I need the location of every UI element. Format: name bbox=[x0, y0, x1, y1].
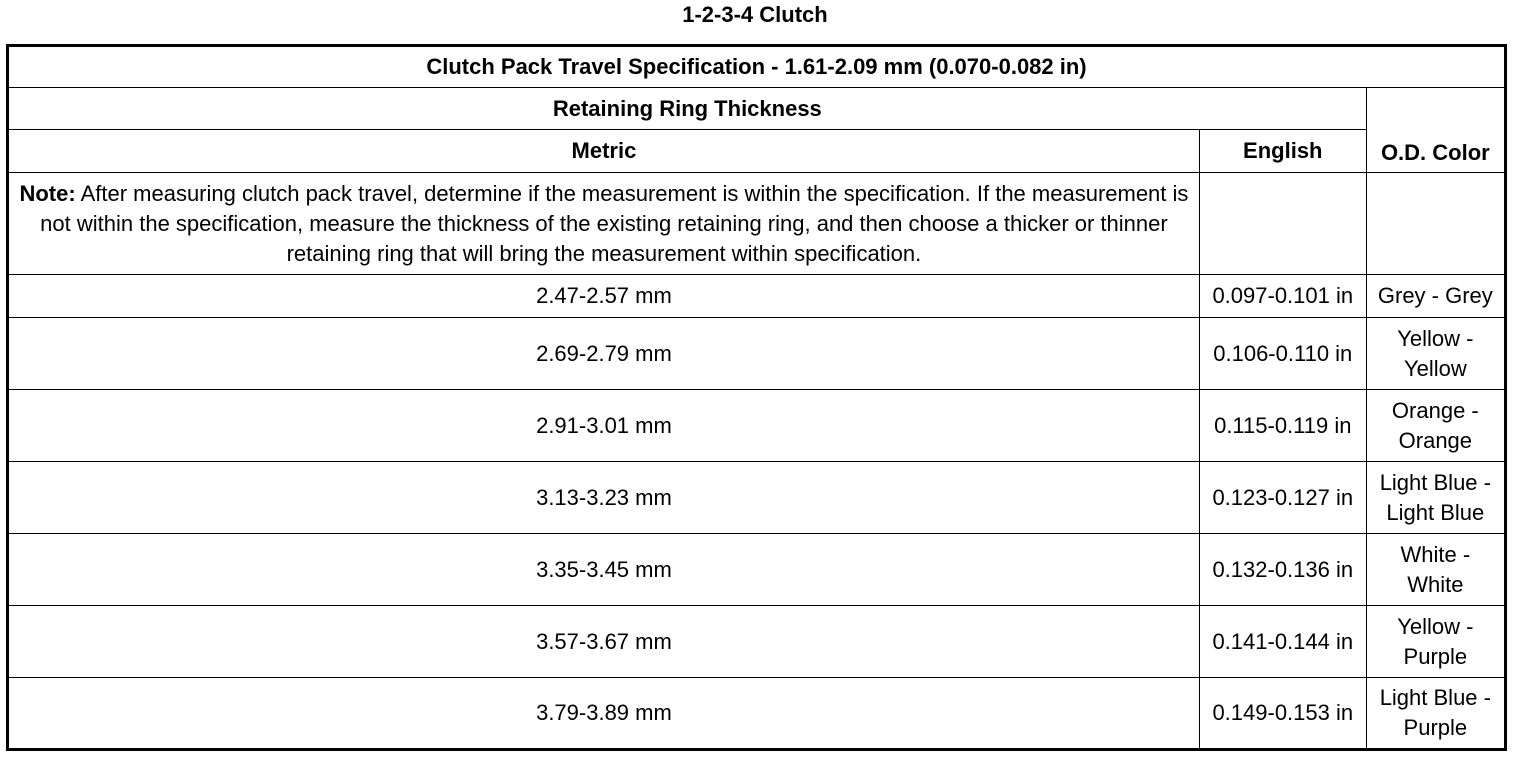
english-cell: 0.106-0.110 in bbox=[1199, 318, 1366, 390]
english-header: English bbox=[1199, 130, 1366, 173]
english-cell: 0.132-0.136 in bbox=[1199, 534, 1366, 606]
table-row bbox=[8, 534, 1506, 606]
metric-cell: 2.91-3.01 mm bbox=[8, 390, 1200, 462]
note-row bbox=[8, 173, 1506, 275]
note-english-empty bbox=[1199, 173, 1366, 275]
metric-cell: 2.47-2.57 mm bbox=[8, 275, 1200, 318]
color-cell: Light Blue - Purple bbox=[1366, 678, 1505, 750]
metric-cell: 3.35-3.45 mm bbox=[8, 534, 1200, 606]
group-header-row bbox=[8, 88, 1506, 130]
color-cell: Grey - Grey bbox=[1366, 275, 1505, 318]
metric-cell: 3.13-3.23 mm bbox=[8, 462, 1200, 534]
color-cell: Orange - Orange bbox=[1366, 390, 1505, 462]
english-cell: 0.123-0.127 in bbox=[1199, 462, 1366, 534]
table-row bbox=[8, 390, 1506, 462]
table-row bbox=[8, 462, 1506, 534]
table-row bbox=[8, 678, 1506, 750]
table-row bbox=[8, 318, 1506, 390]
color-cell: White - White bbox=[1366, 534, 1505, 606]
metric-cell: 2.69-2.79 mm bbox=[8, 318, 1200, 390]
document-title: 1-2-3-4 Clutch bbox=[682, 2, 828, 27]
note-label: Note: bbox=[19, 180, 76, 206]
retaining-ring-spec-table bbox=[6, 44, 1507, 751]
spec-header-row bbox=[8, 46, 1506, 88]
table-row bbox=[8, 275, 1506, 318]
english-cell: 0.149-0.153 in bbox=[1199, 678, 1366, 750]
color-cell: Yellow - Yellow bbox=[1366, 318, 1505, 390]
note-cell bbox=[8, 173, 1200, 275]
english-cell: 0.115-0.119 in bbox=[1199, 390, 1366, 462]
retaining-ring-thickness-header: Retaining Ring Thickness bbox=[8, 88, 1367, 130]
note-text: After measuring clutch pack travel, determine if the measurement is within the specification. If the measurement is not within the specification, measure the thickness of the existing retaining ring, and then choose a thicker or thinner retaining ring that will bring the measurement within specification. bbox=[40, 180, 1189, 266]
clutch-pack-travel-spec-header: Clutch Pack Travel Specification - 1.61-2.09 mm (0.070-0.082 in) bbox=[8, 46, 1506, 88]
english-cell: 0.097-0.101 in bbox=[1199, 275, 1366, 318]
english-cell: 0.141-0.144 in bbox=[1199, 606, 1366, 678]
metric-cell: 3.79-3.89 mm bbox=[8, 678, 1200, 750]
units-header-row bbox=[8, 130, 1506, 173]
color-cell: Yellow - Purple bbox=[1366, 606, 1505, 678]
table-row bbox=[8, 606, 1506, 678]
od-color-header: O.D. Color bbox=[1366, 88, 1505, 173]
metric-header: Metric bbox=[8, 130, 1200, 173]
color-cell: Light Blue - Light Blue bbox=[1366, 462, 1505, 534]
note-color-empty bbox=[1366, 173, 1505, 275]
metric-cell: 3.57-3.67 mm bbox=[8, 606, 1200, 678]
